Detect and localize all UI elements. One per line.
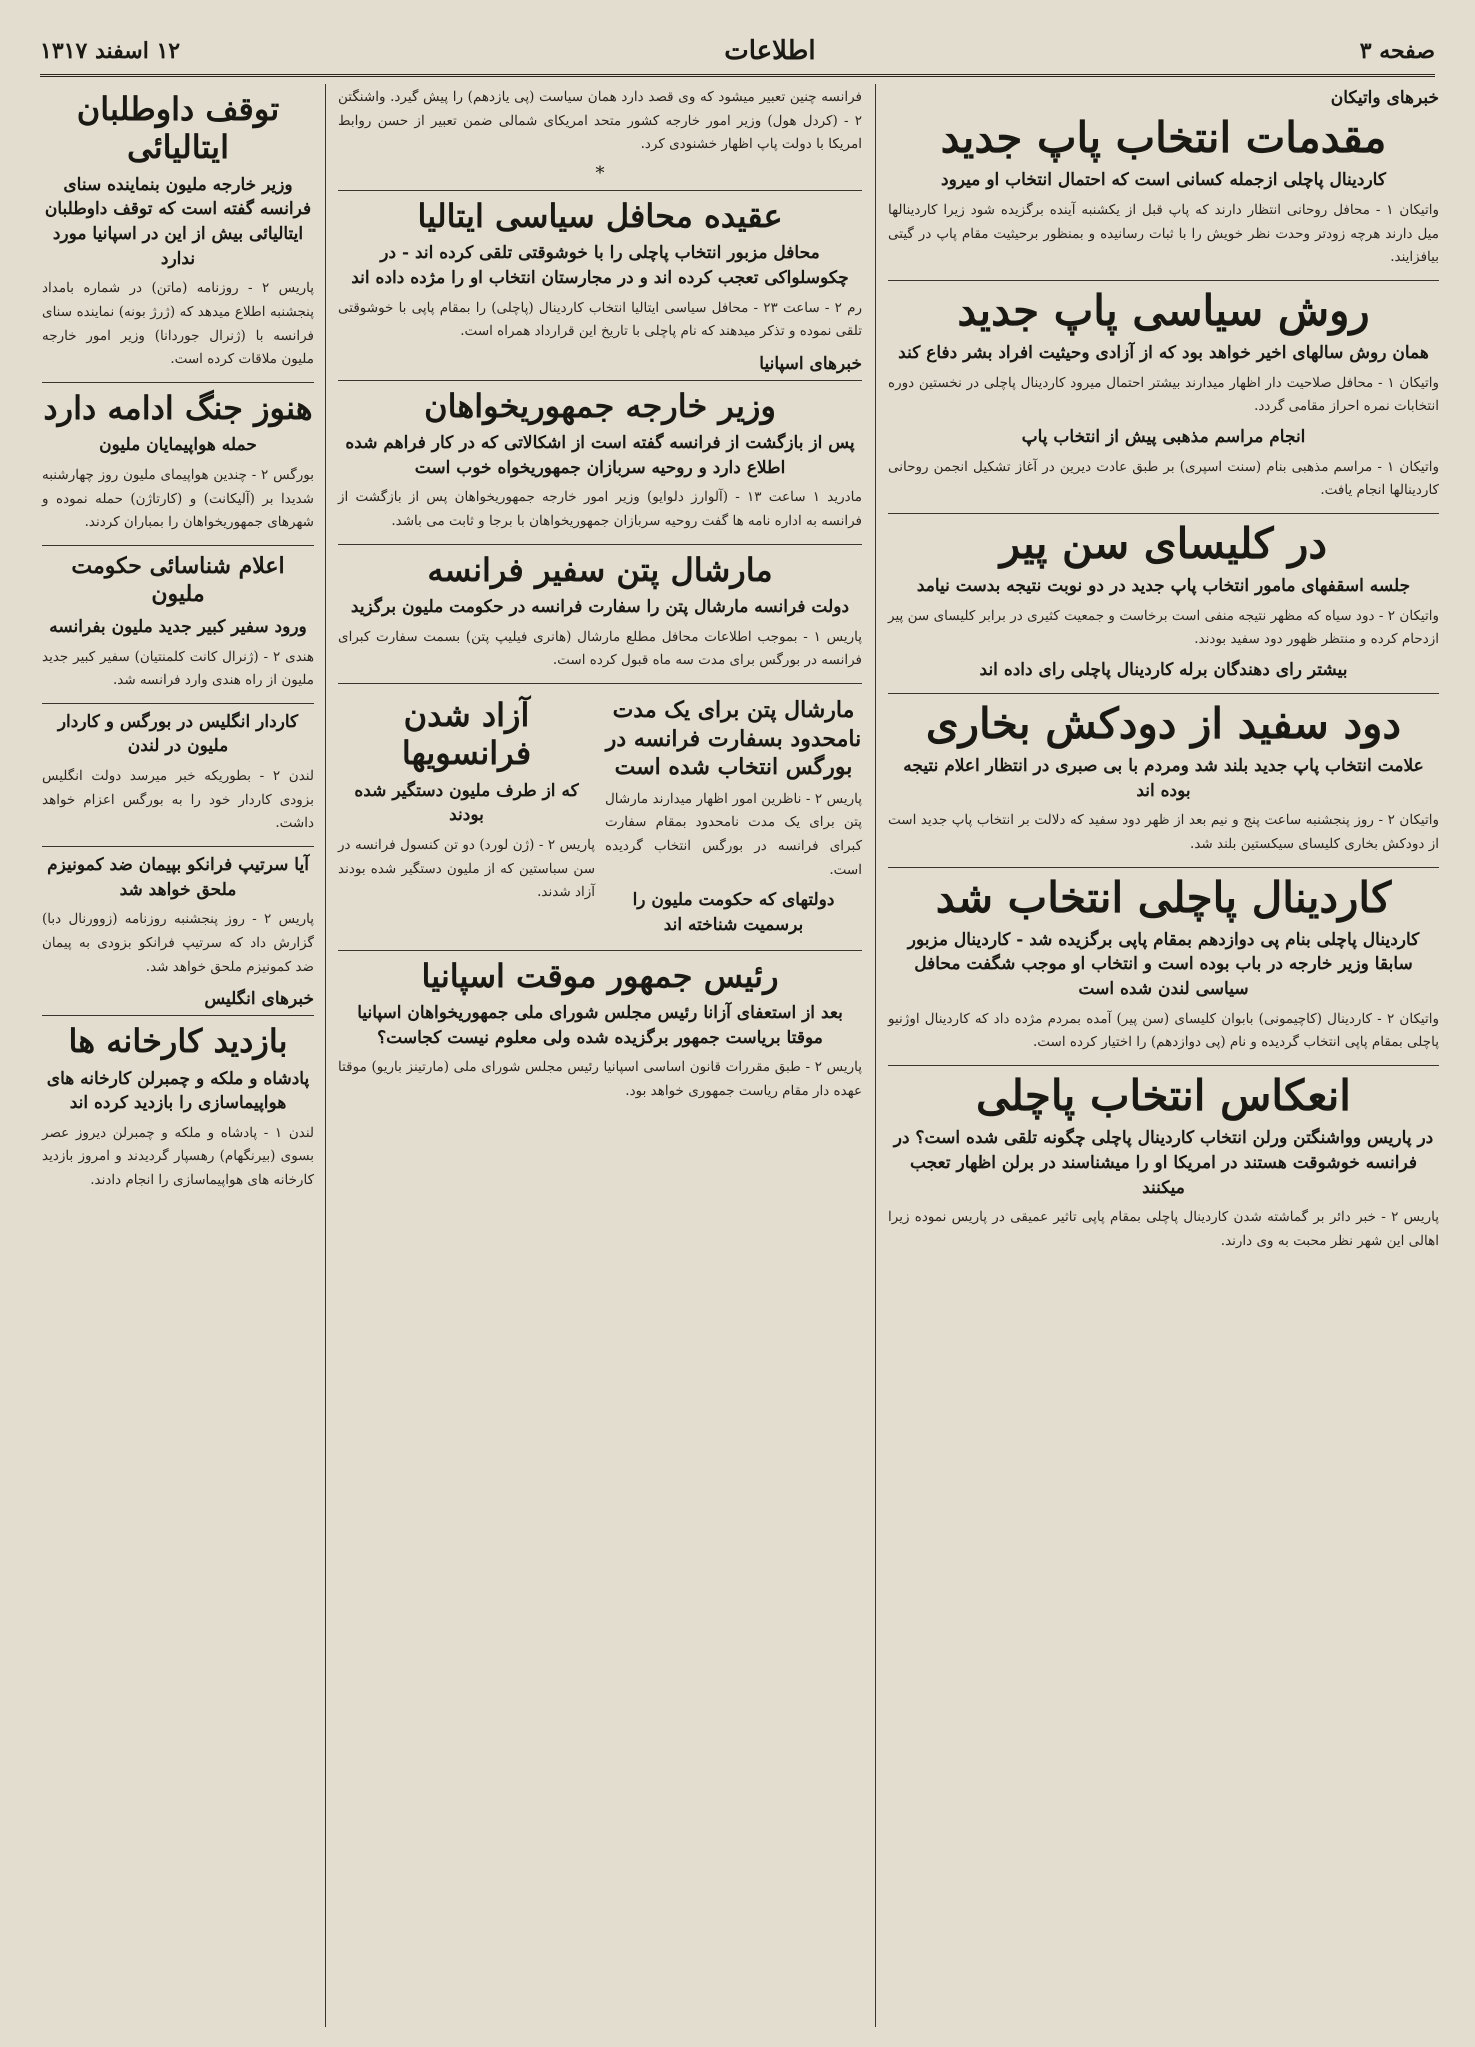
divider [338,190,862,191]
subheadline: پادشاه و ملکه و چمبرلن کارخانه های هواپیماسازی را بازدید کرده اند [46,1068,310,1114]
section-label-spain: خبرهای اسپانیا [759,353,862,374]
article-recognition [42,552,314,693]
article-body: بورگس ۲ - چندین هواپیمای ملیون روز چهارشنبه شدیدا بر (آلیکانت) و (کارتاژن) حمله نموده و شهرهای جمهوریخواهان را بمباران کردند. [42,466,314,531]
article-body: واتیکان ۲ - دود سیاه که مظهر نتیجه منفی است برخاست و جمعیت کثیری در برابر کلیسای سن پیر ازدحام کرده و منتظر ظهور دود سفید بودند. [888,607,1440,648]
article-interim-president [338,957,862,1104]
article-papal-election-prelims [888,114,1439,270]
masthead [40,28,1435,77]
headline: در کلیسای سن پیر [999,518,1328,568]
subheadline: انجام مراسم مذهبی پیش از انتخاب پاپ [1021,427,1306,447]
article-body: پاریس ۲ - روز پنجشنبه روزنامه (زوورنال دبا) گزارش داد که سرتیپ فرانکو بزودی به پیمان ضد کمونیزم ملحق خواهد شد. [42,911,314,975]
subheadline: علامت انتخاب پاپ جدید بلند شد ومردم با بی صبری در انتظار اعلام نتیجه بوده اند [903,756,1424,801]
subheadline: کاردینال پاچلی ازجمله کسانی است که احتمال انتخاب او میرود [941,170,1386,191]
article-body: پاریس ۲ - ناظرین امور اظهار میدارند مارشال پتن برای یک مدت نامحدود بمقام سفارت کبرای فرانسه در بورگس انتخاب گردیده است. [605,790,862,878]
headline: وزیر خارجه جمهوریخواهان [424,386,776,425]
article-french-released [338,690,595,944]
headline: رئیس جمهور موقت اسپانیا [421,956,779,995]
subheadline: جلسه اسقفهای مامور انتخاب پاپ جدید در دو نوبت نتیجه بدست نیامد [916,576,1411,597]
headline: کاردینال پاچلی انتخاب شد [935,872,1392,922]
article-anticomintern [42,853,314,979]
separator-star: * [595,162,605,184]
divider [42,545,314,546]
subheadline: دولت فرانسه مارشال پتن را سفارت فرانسه در حکومت ملیون برگزید [350,597,850,618]
headline: بازدید کارخانه ها [68,1022,288,1061]
divider [888,693,1439,694]
divider [338,380,862,381]
headline: توقف داوطلبان ایتالیائی [76,90,280,167]
headline: اعلام شناسائی حکومت ملیون [71,552,285,608]
headline: مارشال پتن برای یک مدت نامحدود بسفارت فرانسه در بورگس انتخاب شده است [605,697,862,781]
article-republican-fm [338,387,862,534]
headline: مقدمات انتخاب پاپ جدید [940,113,1387,162]
divider [338,683,862,684]
subheadline: محافل مزبور انتخاب پاچلی را با خوشوقتی تلقی کرده اند - در چکوسلواکی تعجب کرده اند و در مجارستان انتخاب او را مژده داده اند [351,243,849,288]
divider [42,846,314,847]
article-body: لندن ۱ - پادشاه و ملکه و چمبرلن دیروز عصر بسوی (بیرنگهام) رهسپار گردیدند و امروز بازدید کارخانه های هواپیماسازی را انجام دادند. [42,1124,315,1189]
article-body: هندی ۲ - (ژنرال کانت کلمنتیان) سفیر کبیر جدید ملیون از راه هندی وارد فرانسه شد. [42,648,314,689]
article-body: پاریس ۲ - خبر دائر بر گماشته شدن کاردینال پاچلی بمقام پاپی تاثیر عمیقی در پاریس نموده زیرا اهالی این شهر نظر محبت به وی دارند. [888,1209,1440,1249]
section-label-vatican: خبرهای واتیکان [1330,88,1439,108]
article-petain-term [605,690,862,944]
article-st-peter [888,520,1439,683]
headline: هنوز جنگ ادامه دارد [43,388,313,427]
column-rule-left [325,84,326,2027]
subheadline: بیشتر رای دهندگان برله کاردینال پاچلی رای داده اند [979,660,1348,681]
article-reaction [888,1072,1439,1253]
subheadline: حمله هواپیمایان ملیون [99,435,257,456]
article-body: رم ۲ - ساعت ۲۳ - محافل سیاسی ایتالیا انتخاب کاردینال (پاچلی) را بمقام پاپی با خوشوقتی تلقی نموده و تذکر میدهند که نام پاچلی با تاریخ این قرارداد همراه است. [338,299,862,340]
article-new-pope-policy [888,287,1439,503]
article-charge-daffaires [42,710,314,836]
divider [338,950,862,951]
article-pacelli-elected [888,874,1439,1055]
headline: انعکاس انتخاب پاچلی [976,1071,1351,1121]
article-body: واتیکان ۲ - کاردینال (کاچیمونی) بابوان کلیسای (سن پیر) آمده بمردم مژده داد که کاردینال اوژنیو پاچلی بمقام پاپی انتخاب گردیده و نام (پی دوازدهم) را اختیار کرده است. [888,1010,1439,1051]
headline: مارشال پتن سفیر فرانسه [427,550,773,589]
headline: آزاد شدن فرانسویها [401,696,532,773]
article-body: واتیکان ۲ - روز پنجشنبه ساعت پنج و نیم بعد از ظهر دود سفید که دلالت بر انتخاب پاپ جدید است از دودکش بخاری کلیسای سیکستین بلند شد. [888,812,1440,852]
subheadline: بعد از استعفای آزانا رئیس مجلس شورای ملی جمهوریخواهان اسپانیا موقتا بریاست جمهور برگزیده شده ولی معلوم نیست کجاست؟ [357,1002,843,1048]
article-body: واتیکان ۱ - محافل صلاحیت دار اظهار میدارند بیشتر احتمال میرود کاردینال پاچلی در نخستین دوره انتخابات نمره احراز مقامی گردد. [888,374,1440,415]
headline: آیا سرتیپ فرانکو بپیمان ضد کمونیزم ملحق خواهد شد [47,854,309,900]
subheadline: که از طرف ملیون دستگیر شده بودند [354,780,579,826]
section-label-england: خبرهای انگلیس [204,989,314,1010]
article-body: واتیکان ۱ - مراسم مذهبی بنام (سنت اسپری) بر طبق عادت دیرین در آغاز تشکیل انجمن روحانی کاردینالها انجام یافت. [888,458,1440,499]
article-factory-visit [42,1022,314,1193]
column-rule-right [875,84,876,2027]
subheadline: ورود سفیر کبیر جدید ملیون بفرانسه [49,616,307,637]
divider [338,544,862,545]
headline: دود سفید از دودکش بخاری [925,698,1402,748]
divider [42,703,314,704]
article-petain-ambassador [338,551,862,673]
subheadline: پس از بازگشت از فرانسه گفته است از اشکالاتی که در کار فراهم شده اطلاع دارد و روحیه سربازان جمهوریخواه خوب است [345,433,855,478]
divider [888,867,1439,868]
article-body: فرانسه چنین تعبیر میشود که وی قصد دارد همان سیاست (پی یازدهم) را پیش گیرد. واشنگتن ۲ - (کردل هول) وزیر امور خارجه کشور متحد امریکای شمالی ضمن تعبیر از حسن روابط امریکا با دولت پاپ اظهار خشنودی کرد. [338,89,862,153]
subheadline: همان روش سالهای اخیر خواهد بود که از آزادی وحیثیت افراد بشر دفاع کند [898,343,1429,364]
divider [888,513,1439,514]
article-white-smoke [888,700,1439,857]
article-body: پاریس ۲ - طبق مقررات قانون اساسی اسپانیا رئیس مجلس شورای ملی (مارتینز باریو) موقتا عهده دار مقام ریاست جمهوری خواهد بود. [338,1059,862,1099]
newspaper-title: اطلاعات [724,36,816,66]
article-war-continues [42,389,314,535]
page-number: صفحه ۳ [1359,38,1435,64]
subheadline: کاردینال پاچلی بنام پی دوازدهم بمقام پاپی برگزیده شد - کاردینال مزبور سابقا وزیر خارجه در باب بوده است و انتخاب او موجب شگفت محافل سیاسی لندن شده است [907,929,1420,1000]
article-body: پاریس ۲ - (ژن لورد) دو تن کنسول فرانسه در سن سباستین که از ملیون دستگیر شده بودند آزاد شدند. [338,837,596,901]
divider [888,1065,1439,1066]
divider [888,280,1439,281]
subheadline: وزیر خارجه ملیون بنماینده سنای فرانسه گفته است که توقف داوطلبان ایتالیائی بیش از این در اسپانیا مورد ندارد [44,174,312,269]
divider [42,382,314,383]
headline: کاردار انگلیس در بورگس و کاردار ملیون در لندن [57,711,299,757]
column-left [36,84,320,2027]
article-italian-volunteers [42,90,314,372]
article-body: مادرید ۱ ساعت ۱۳ - (آلوارز دلوایو) وزیر امور خارجه جمهوریخواهان پس از بازگشت از فرانسه به اداره نامه ها گفت روحیه سربازان جمهوریخواهان با برجا و ثابت می باشد. [338,489,863,530]
headline: عقیده محافل سیاسی ایتالیا [417,196,783,235]
article-italy-opinion [338,197,862,344]
two-column-block [338,690,862,944]
article-body: پاریس ۱ - بموجب اطلاعات محافل مطلع مارشال (هانری فیلیپ پتن) بسمت سفارت کبرای فرانسه در بورگس برای مدت سه ماه قبول کرده است. [338,628,862,669]
article-body: لندن ۲ - بطوریکه خبر میرسد دولت انگلیس بزودی کاردار خود را به بورگس اعزام خواهد داشت. [42,768,314,832]
subheadline: دولتهای که حکومت ملیون را برسمیت شناخته اند [632,890,835,935]
divider [42,1015,314,1016]
article-body: پاریس ۲ - روزنامه (ماتن) در شماره بامداد پنجشنبه اطلاع میدهد که (ژرژ بونه) نماینده سنای فرانسه با (ژنرال جوردانا) وزیر امور خارجه ملیون ملاقات کرده است. [42,280,314,368]
issue-date: ۱۲ اسفند ۱۳۱۷ [40,38,181,64]
subheadline: در پاریس وواشنگتن ورلن انتخاب کاردینال پاچلی چگونه تلقی شده است؟ در فرانسه خوشوقت هستند در امریکا او را میشناسند در برلن اظهار تعجب میکنند [893,1128,1434,1198]
column-middle [332,84,868,2027]
article-body: واتیکان ۱ - محافل روحانی انتظار دارند که پاپ قبل از یکشنبه آینده برگزیده شود زیرا کاردینالها میل دارند هرچه زودتر وحدت نظر خویش را با ثبات رسانیده و بمنظور برحیثیت مقام پاپ در گیتی بیافزایند. [888,201,1439,266]
headline: روش سیاسی پاپ جدید [957,285,1370,335]
column-right [882,84,1445,2027]
